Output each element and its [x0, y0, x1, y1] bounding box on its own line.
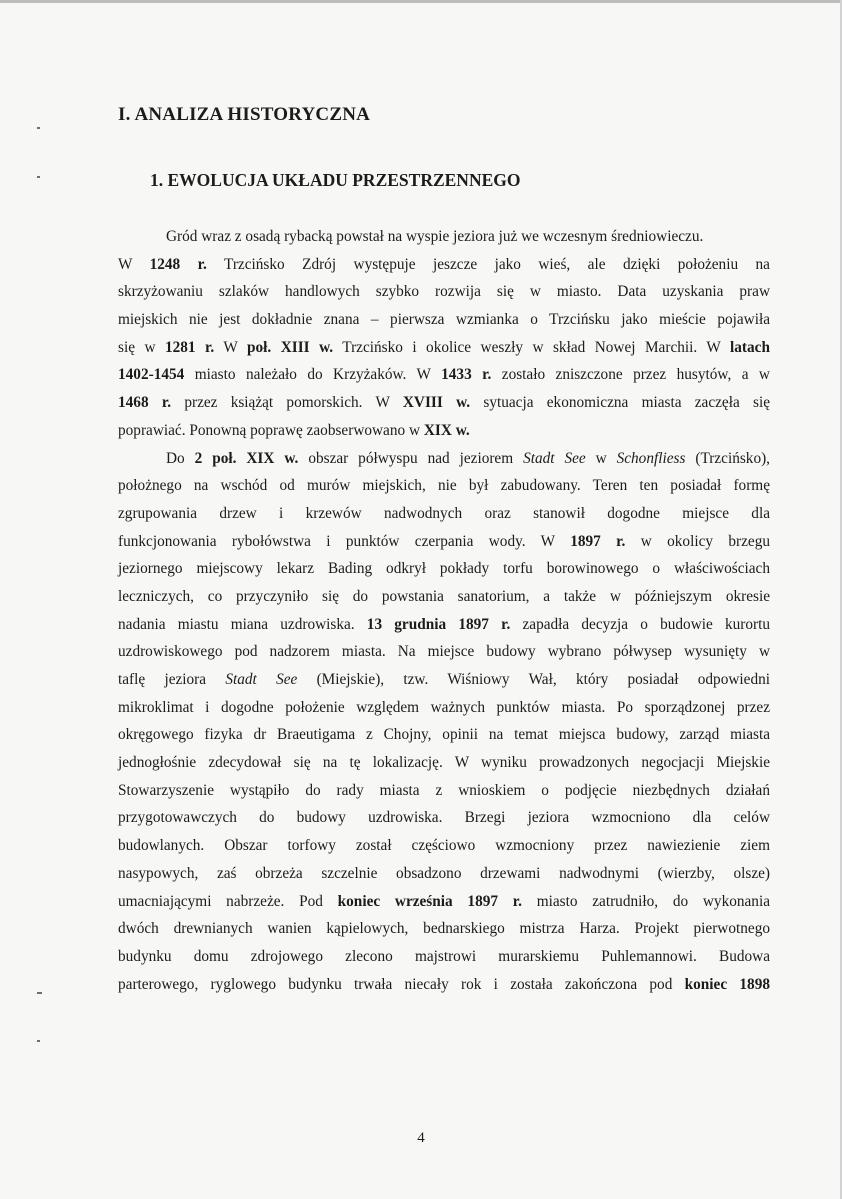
- text-run: Do: [166, 449, 195, 467]
- bold-text: 1281 r.: [164, 338, 215, 356]
- text-line: [118, 472, 770, 500]
- scan-speck: [37, 176, 40, 178]
- bold-text: XVIII w.: [402, 394, 471, 412]
- text-line: [118, 943, 770, 971]
- text-run: W: [214, 338, 248, 356]
- text-line: [118, 583, 770, 611]
- bold-text: 1897 r.: [570, 532, 626, 550]
- text-run: w: [585, 449, 617, 467]
- bold-text: latach: [730, 338, 770, 356]
- text-line: [118, 306, 770, 334]
- text-run: (Trzcińsko),: [685, 449, 771, 467]
- scan-top-edge: [0, 0, 842, 3]
- text-run: jeziornego miejscowy lekarz Bading odkrył pokłady torfu borowinowego o właściwościach: [118, 560, 770, 578]
- bold-text: 1402-1454: [118, 366, 185, 384]
- text-run: zostało zniszczone przez husytów, a w: [491, 366, 770, 384]
- italic-text: Stadt See: [523, 449, 586, 467]
- text-line: [118, 971, 770, 999]
- text-run: budynku domu zdrojowego zlecono majstrowi murarskiemu Puhlemannowi. Budowa: [118, 947, 770, 965]
- text-run: funkcjonowania rybołówstwa i punktów czerpania wody. W: [118, 532, 571, 550]
- text-run: skrzyżowaniu szlaków handlowych szybko rozwija się w miasto. Data uzyskania praw: [118, 283, 770, 301]
- text-run: jednogłośnie zdecydował się na tę lokalizację. W wyniku prowadzonych negocjacji Miejskie: [118, 754, 770, 772]
- text-run: zapadła decyzja o budowie kurortu: [510, 615, 770, 633]
- text-line: [118, 528, 770, 556]
- text-line: [118, 417, 770, 445]
- text-line: [118, 334, 770, 362]
- page-number: 4: [417, 1130, 425, 1146]
- chapter-heading: I. ANALIZA HISTORYCZNA: [118, 104, 371, 125]
- section-heading: 1. EWOLUCJA UKŁADU PRZESTRZENNEGO: [150, 170, 521, 190]
- text-line: [118, 500, 770, 528]
- text-line: [118, 555, 770, 583]
- text-run: nasypowych, zaś obrzeża szczelnie obsadzono drzewami nadwodnymi (wierzby, olsze): [118, 864, 770, 882]
- text-line: [118, 721, 770, 749]
- text-run: przez książąt pomorskich. W: [171, 394, 403, 412]
- text-line: [118, 389, 770, 417]
- text-run: przygotowawczych do budowy uzdrowiska. Brzegi jeziora wzmocniono dla celów: [118, 809, 770, 827]
- bold-text: poł. XIII w.: [247, 338, 334, 356]
- text-run: miejskich nie jest dokładnie znana – pierwsza wzmianka o Trzcińsku jako mieście pojawiła: [118, 311, 770, 329]
- text-run: Stowarzyszenie wystąpiło do rady miasta z wnioskiem o podjęcie niezbędnych działań: [118, 781, 770, 799]
- text-line: [118, 638, 770, 666]
- text-line: [118, 804, 770, 832]
- text-run: w okolicy brzegu: [625, 532, 770, 550]
- text-run: taflę jeziora: [118, 671, 226, 688]
- text-run: się w: [118, 338, 165, 356]
- text-run: Trzcińsko i okolice weszły w skład Nowej Marchii. W: [333, 338, 731, 356]
- text-run: okręgowego fizyka dr Braeutigama z Chojny, opinii na temat miejsca budowy, zarząd miasta: [118, 726, 770, 744]
- text-line: [118, 888, 770, 916]
- text-line: [118, 777, 770, 805]
- text-line: [118, 860, 770, 888]
- text-run: umacniającymi nabrzeże. Pod: [118, 892, 338, 910]
- text-line: [118, 832, 770, 860]
- text-run: miasto zatrudniło, do wykonania: [521, 892, 770, 910]
- text-run: sytuacja ekonomiczna miasta zaczęła się: [470, 394, 770, 412]
- text-run: obszar półwyspu nad jeziorem: [298, 449, 524, 467]
- text-run: Gród wraz z osadą rybacką powstał na wyspie jeziora już we wczesnym średniowieczu.: [166, 228, 704, 245]
- italic-text: Schonfliess: [616, 449, 686, 467]
- text-run: Trzcińsko Zdrój występuje jeszcze jako wieś, ale dzięki położeniu na: [206, 255, 770, 273]
- scan-speck: [37, 992, 42, 994]
- italic-text: Stadt See: [225, 671, 298, 688]
- scan-speck: [37, 1040, 40, 1042]
- bold-text: XIX w.: [423, 421, 470, 439]
- text-run: (Miejskie), tzw. Wiśniowy Wał, który posiadał odpowiedni: [297, 671, 770, 688]
- bold-text: 2 poł. XIX w.: [194, 449, 299, 467]
- text-run: leczniczych, co przyczyniło się do powstania sanatorium, a także w późniejszym okresie: [118, 587, 770, 605]
- text-run: nadania miastu miana uzdrowiska.: [118, 615, 367, 633]
- text-line: [118, 223, 770, 251]
- text-run: położnego na wschód od murów miejskich, nie był zabudowany. Teren ten posiadał formę: [118, 477, 770, 495]
- text-line: [118, 611, 770, 639]
- text-run: zgrupowania drzew i krzewów nadwodnych oraz stanowił dogodne miejsce dla: [118, 504, 770, 522]
- text-run: budowlanych. Obszar torfowy został częściowo wzmocniony przez nawiezienie ziem: [118, 837, 770, 855]
- bold-text: koniec 1898: [684, 975, 770, 993]
- bold-text: 1468 r.: [118, 394, 172, 412]
- text-line: [118, 251, 770, 279]
- bold-text: 13 grudnia 1897 r.: [366, 615, 511, 633]
- text-run: parterowego, ryglowego budynku trwała niecały rok i została zakończona pod: [118, 975, 685, 993]
- bold-text: 1433 r.: [441, 366, 492, 384]
- bold-text: 1248 r.: [149, 255, 207, 273]
- text-line: [118, 666, 770, 694]
- text-line: [118, 445, 770, 473]
- text-run: poprawiać. Ponowną poprawę zaobserwowano w: [118, 421, 424, 439]
- text-run: W: [118, 255, 150, 273]
- text-line: [118, 278, 770, 306]
- text-line: [118, 749, 770, 777]
- body-text: [118, 223, 770, 998]
- text-line: [118, 694, 770, 722]
- text-line: [118, 361, 770, 389]
- scan-speck: [37, 127, 40, 129]
- text-run: uzdrowiskowego pod nadzorem miasta. Na miejsce budowy wybrano półwysep wysunięty w: [118, 643, 770, 661]
- text-run: dwóch drewnianych wanien kąpielowych, bednarskiego mistrza Harza. Projekt pierwotnego: [118, 920, 770, 938]
- bold-text: koniec września 1897 r.: [337, 892, 522, 910]
- text-line: [118, 915, 770, 943]
- text-run: miasto należało do Krzyżaków. W: [184, 366, 442, 384]
- text-run: mikroklimat i dogodne położenie względem ważnych punktów miasta. Po sporządzonej przez: [118, 698, 770, 716]
